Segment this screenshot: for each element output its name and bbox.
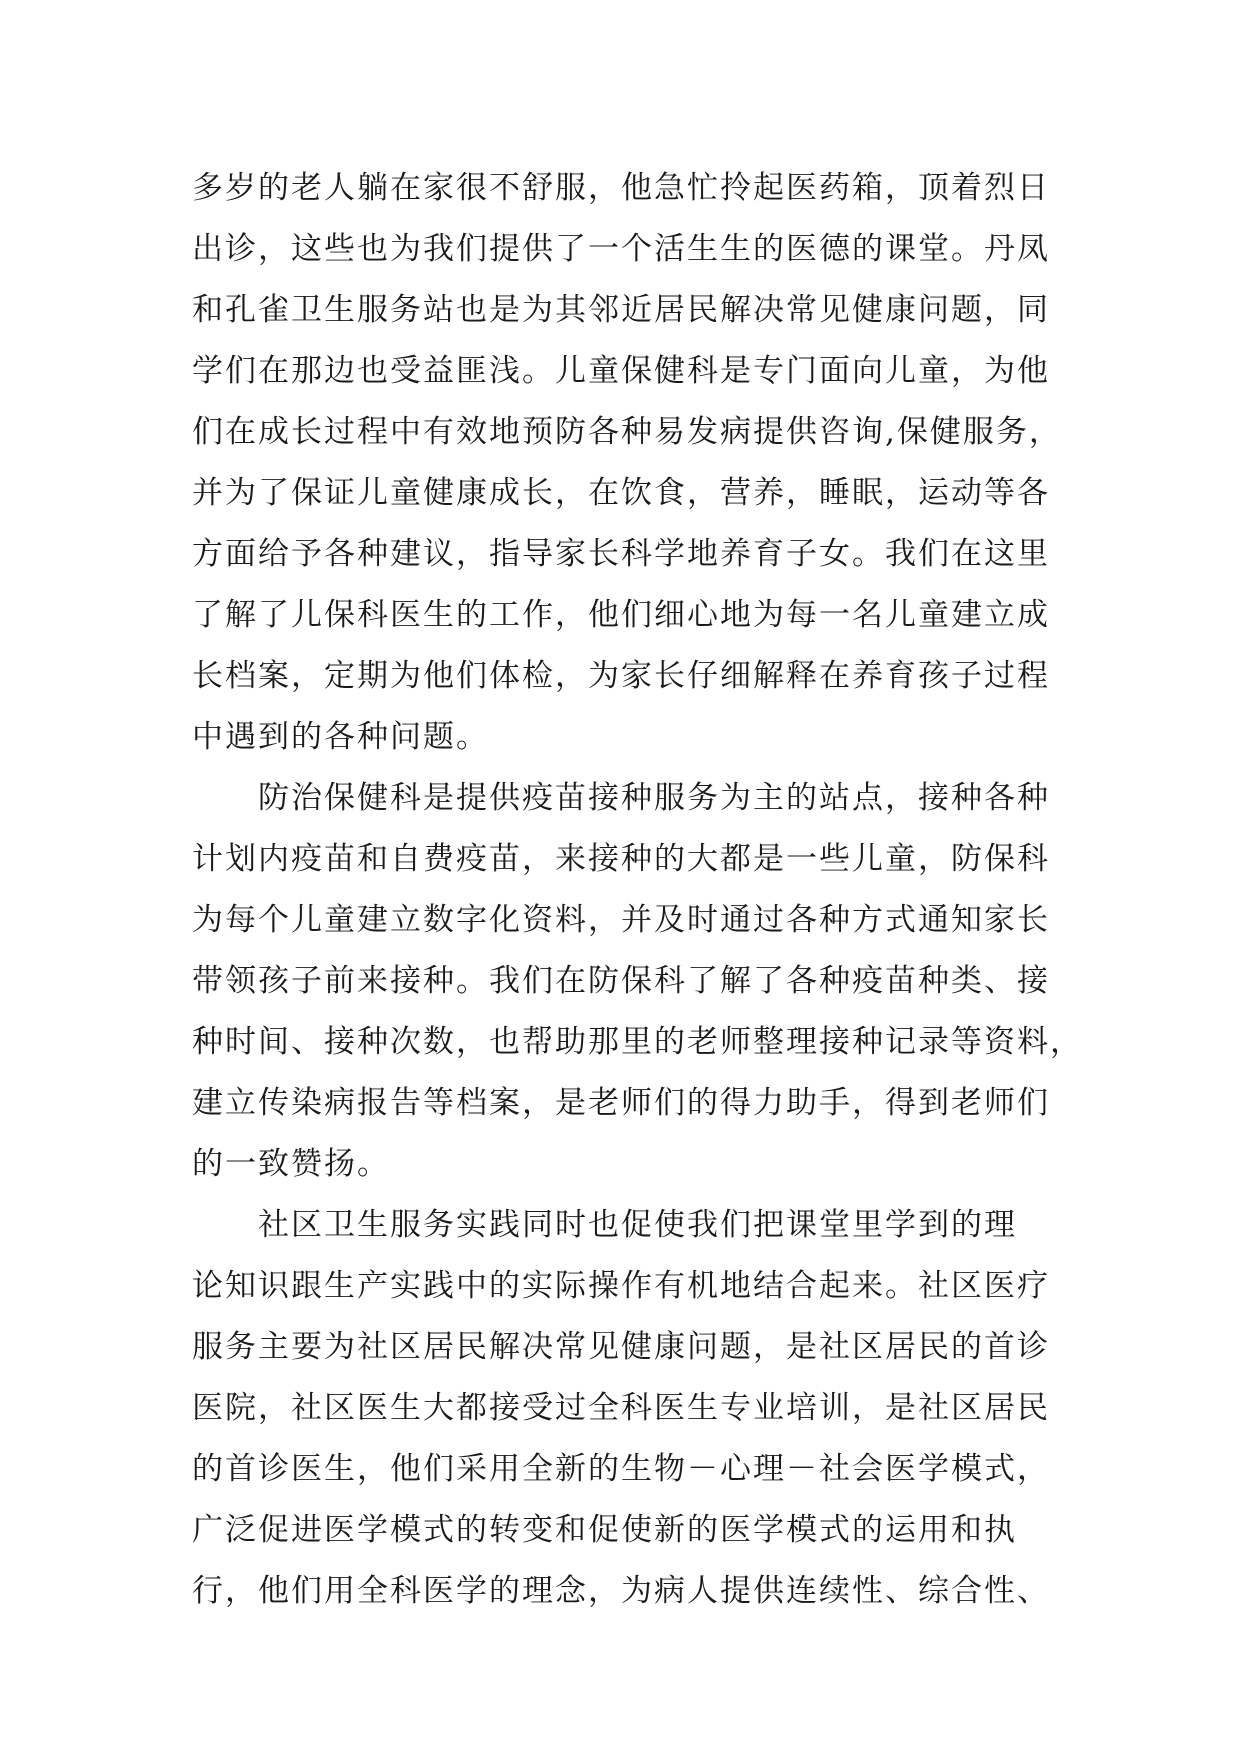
text-line: 计划内疫苗和自费疫苗，来接种的大都是一些儿童，防保科: [192, 841, 1050, 877]
text-line: 了解了儿保科医生的工作，他们细心地为每一名儿童建立成: [192, 597, 1050, 633]
text-line: 和孔雀卫生服务站也是为其邻近居民解决常见健康问题，同: [192, 292, 1050, 328]
text-line: 并为了保证儿童健康成长，在饮食，营养，睡眠，运动等各: [192, 475, 1050, 511]
text-line: 医院，社区医生大都接受过全科医生专业培训，是社区居民: [192, 1390, 1050, 1426]
text-line: 建立传染病报告等档案，是老师们的得力助手，得到老师们: [192, 1085, 1050, 1121]
text-line: 学们在那边也受益匪浅。儿童保健科是专门面向儿童，为他: [192, 353, 1050, 389]
text-line: 出诊，这些也为我们提供了一个活生生的医德的课堂。丹凤: [192, 231, 1050, 267]
text-line: 的首诊医生，他们采用全新的生物－心理－社会医学模式，: [192, 1451, 1050, 1487]
text-line: 种时间、接种次数，也帮助那里的老师整理接种记录等资料，: [192, 1024, 1083, 1060]
text-line: 的一致赞扬。: [192, 1146, 390, 1182]
text-line: 带领孩子前来接种。我们在防保科了解了各种疫苗种类、接: [192, 963, 1050, 999]
text-line: 们在成长过程中有效地预防各种易发病提供咨询,保健服务，: [192, 414, 1062, 450]
text-line: 中遇到的各种问题。: [192, 719, 489, 755]
text-line: 社区卫生服务实践同时也促使我们把课堂里学到的理: [192, 1207, 1017, 1243]
text-line: 行，他们用全科医学的理念，为病人提供连续性、综合性、: [192, 1573, 1050, 1609]
text-line: 论知识跟生产实践中的实际操作有机地结合起来。社区医疗: [192, 1268, 1050, 1304]
body-text: [192, 158, 1083, 1622]
text-line: 长档案，定期为他们体检，为家长仔细解释在养育孩子过程: [192, 658, 1050, 694]
text-line: 广泛促进医学模式的转变和促使新的医学模式的运用和执: [192, 1512, 1017, 1548]
text-line: 防治保健科是提供疫苗接种服务为主的站点，接种各种: [192, 780, 1050, 816]
text-line: 为每个儿童建立数字化资料，并及时通过各种方式通知家长: [192, 902, 1050, 938]
text-line: 服务主要为社区居民解决常见健康问题，是社区居民的首诊: [192, 1329, 1050, 1365]
text-line: 多岁的老人躺在家很不舒服，他急忙拎起医药箱，顶着烈日: [192, 170, 1050, 206]
text-line: 方面给予各种建议，指导家长科学地养育子女。我们在这里: [192, 536, 1050, 572]
